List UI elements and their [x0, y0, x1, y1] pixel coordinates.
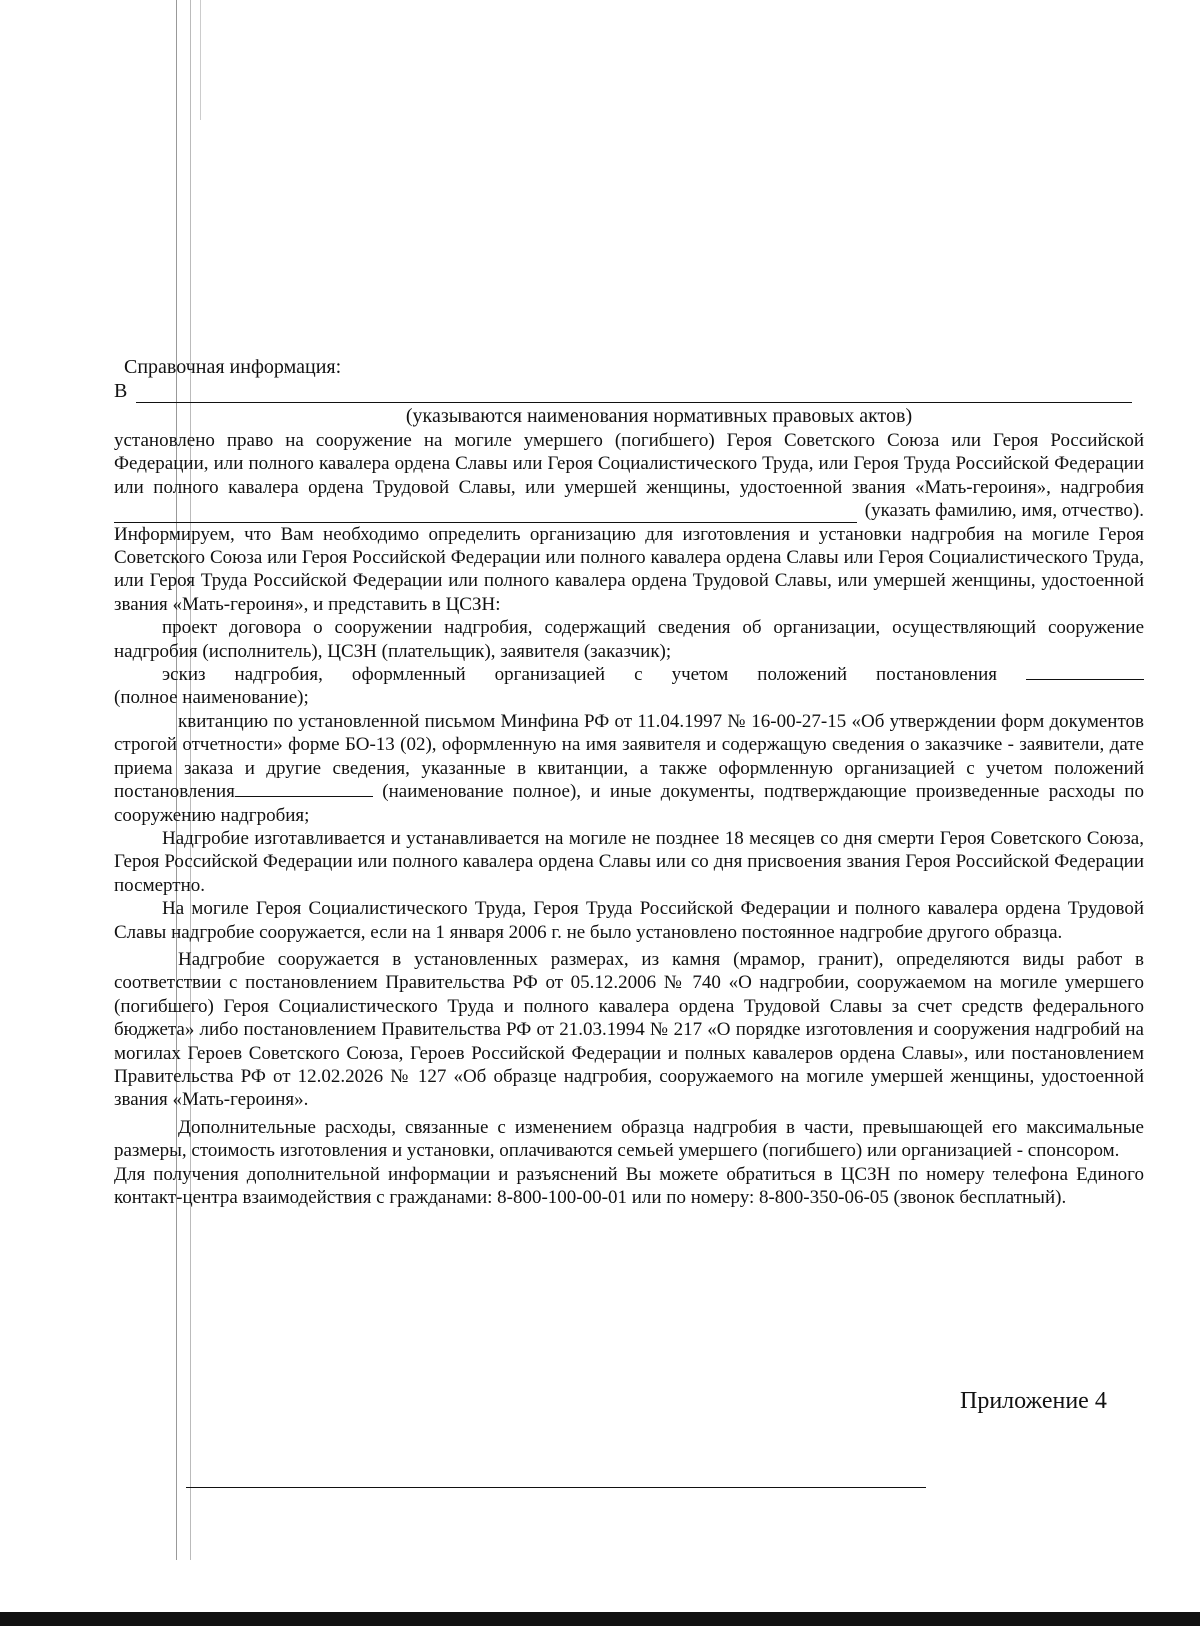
list-item-contract: проект договора о сооружении надгробия, содержащий сведения об организации, осуществляющий сооружение надгробия (исполнитель), ЦСЗН (плательщик), заявителя (заказчик);: [114, 617, 1144, 662]
section-heading: Справочная информация:: [124, 356, 342, 378]
paragraph-contacts: Для получения дополнительной информации и разъяснений Вы можете обратиться в ЦСЗН по номеру телефона Единого контакт-центра взаимодействия с гражданами: 8-800-100-00-01 или по номеру: 8-800-350-06-05 (звонок бесплатный).: [114, 1163, 1144, 1208]
legal-acts-field: [114, 379, 1144, 403]
paragraph-text: эскиз надгробия, оформленный организацией с учетом положений постановления: [162, 664, 997, 686]
list-item-receipt: [114, 710, 1144, 827]
blank-underline: [136, 384, 1132, 403]
document-body: [114, 355, 1144, 1209]
list-item-sketch: [114, 663, 1144, 686]
field-caption: (указываются наименования нормативных правовых актов): [405, 405, 913, 427]
scan-artifact-line: [200, 0, 201, 120]
scan-bottom-edge: [0, 1612, 1200, 1626]
blank-underline: [1026, 663, 1144, 680]
blank-underline: [235, 780, 373, 797]
paragraph-rights: [114, 429, 1144, 499]
paragraph-inform: Информируем, что Вам необходимо определить организацию для изготовления и установки надгробия на могиле Героя Советского Союза или Героя Российской Федерации или полного кавалера ордена Славы или Героя Социалистического Труда, или Героя Труда Российской Федерации или полного кавалера ордена Трудовой Славы, или умершей женщины, удостоенной звания «Мать-героиня», и представить в ЦСЗН:: [114, 523, 1144, 615]
paragraph-text: (наименование полное), и иные документы, подтверждающие произведенные расходы по сооружению надгробия;: [114, 781, 1144, 826]
appendix-label: Приложение 4: [960, 1388, 1107, 1414]
field-prefix: В: [114, 379, 128, 402]
fio-caption: (указать фамилию, имя, отчество).: [864, 500, 1144, 522]
signature-underline: [186, 1487, 926, 1488]
paragraph-expenses: Дополнительные расходы, связанные с изменением образца надгробия в части, превышающей его максимальные размеры, стоимость изготовления и установки, оплачиваются семьей умершего (погибшего) или организацией - спонсором.: [114, 1116, 1144, 1162]
list-item-sketch-cont: (полное наименование);: [114, 687, 309, 709]
fio-field: [114, 499, 1144, 522]
paragraph-text: квитанцию по установленной письмом Минфина РФ от 11.04.1997 № 16-00-27-15 «Об утверждении форм документов строгой отчетности» форме БО-13 (02), оформленную на имя заявителя и содержащую сведения о заказчике - заявители, дате приема заказа и другие сведения, указанные в квитанции, а также оформленную организацией с учетом положений постановления: [114, 710, 1144, 803]
paragraph-deadline: Надгробие изготавливается и устанавливается на могиле не позднее 18 месяцев со дня смерти Героя Советского Союза, Героя Российской Федерации или полного кавалера ордена Славы или со дня присвоения звания Героя Российской Федерации посмертно.: [114, 827, 1144, 896]
blank-underline: [114, 504, 857, 523]
paragraph-condition: На могиле Героя Социалистического Труда, Героя Труда Российской Федерации и полного кавалера ордена Трудовой Славы надгробие сооружается, если на 1 января 2006 г. не было установлено постоянное надгробие другого образца.: [114, 898, 1144, 943]
paragraph-text: установлено право на сооружение на могиле умершего (погибшего) Героя Советского Союза или Героя Российской Федерации, или полного кавалера ордена Славы или Героя Социалистического Труда, или Героя Труда Российской Федерации или полного кавалера ордена Трудовой Славы, или умершей женщины, удостоенной звания «Мать-героиня», надгробия: [114, 430, 1144, 498]
paragraph-sizes: Надгробие сооружается в установленных размерах, из камня (мрамор, гранит), определяются виды работ в соответствии с постановлением Правительства РФ от 05.12.2006 № 740 «О надгробии, сооружаемом на могиле умершего (погибшего) Героя Социалистического Труда и полного кавалера ордена Трудовой Славы за счет средств федерального бюджета» либо постановлением Правительства РФ от 21.03.1994 № 217 «О порядке изготовления и сооружения надгробий на могилах Героев Советского Союза, Героев Российской Федерации и полных кавалеров ордена Славы», или постановлением Правительства РФ от 12.02.2026 № 127 «Об образце надгробия, сооружаемого на могиле умершей женщины, удостоенной звания «Мать-героиня».: [114, 948, 1144, 1111]
